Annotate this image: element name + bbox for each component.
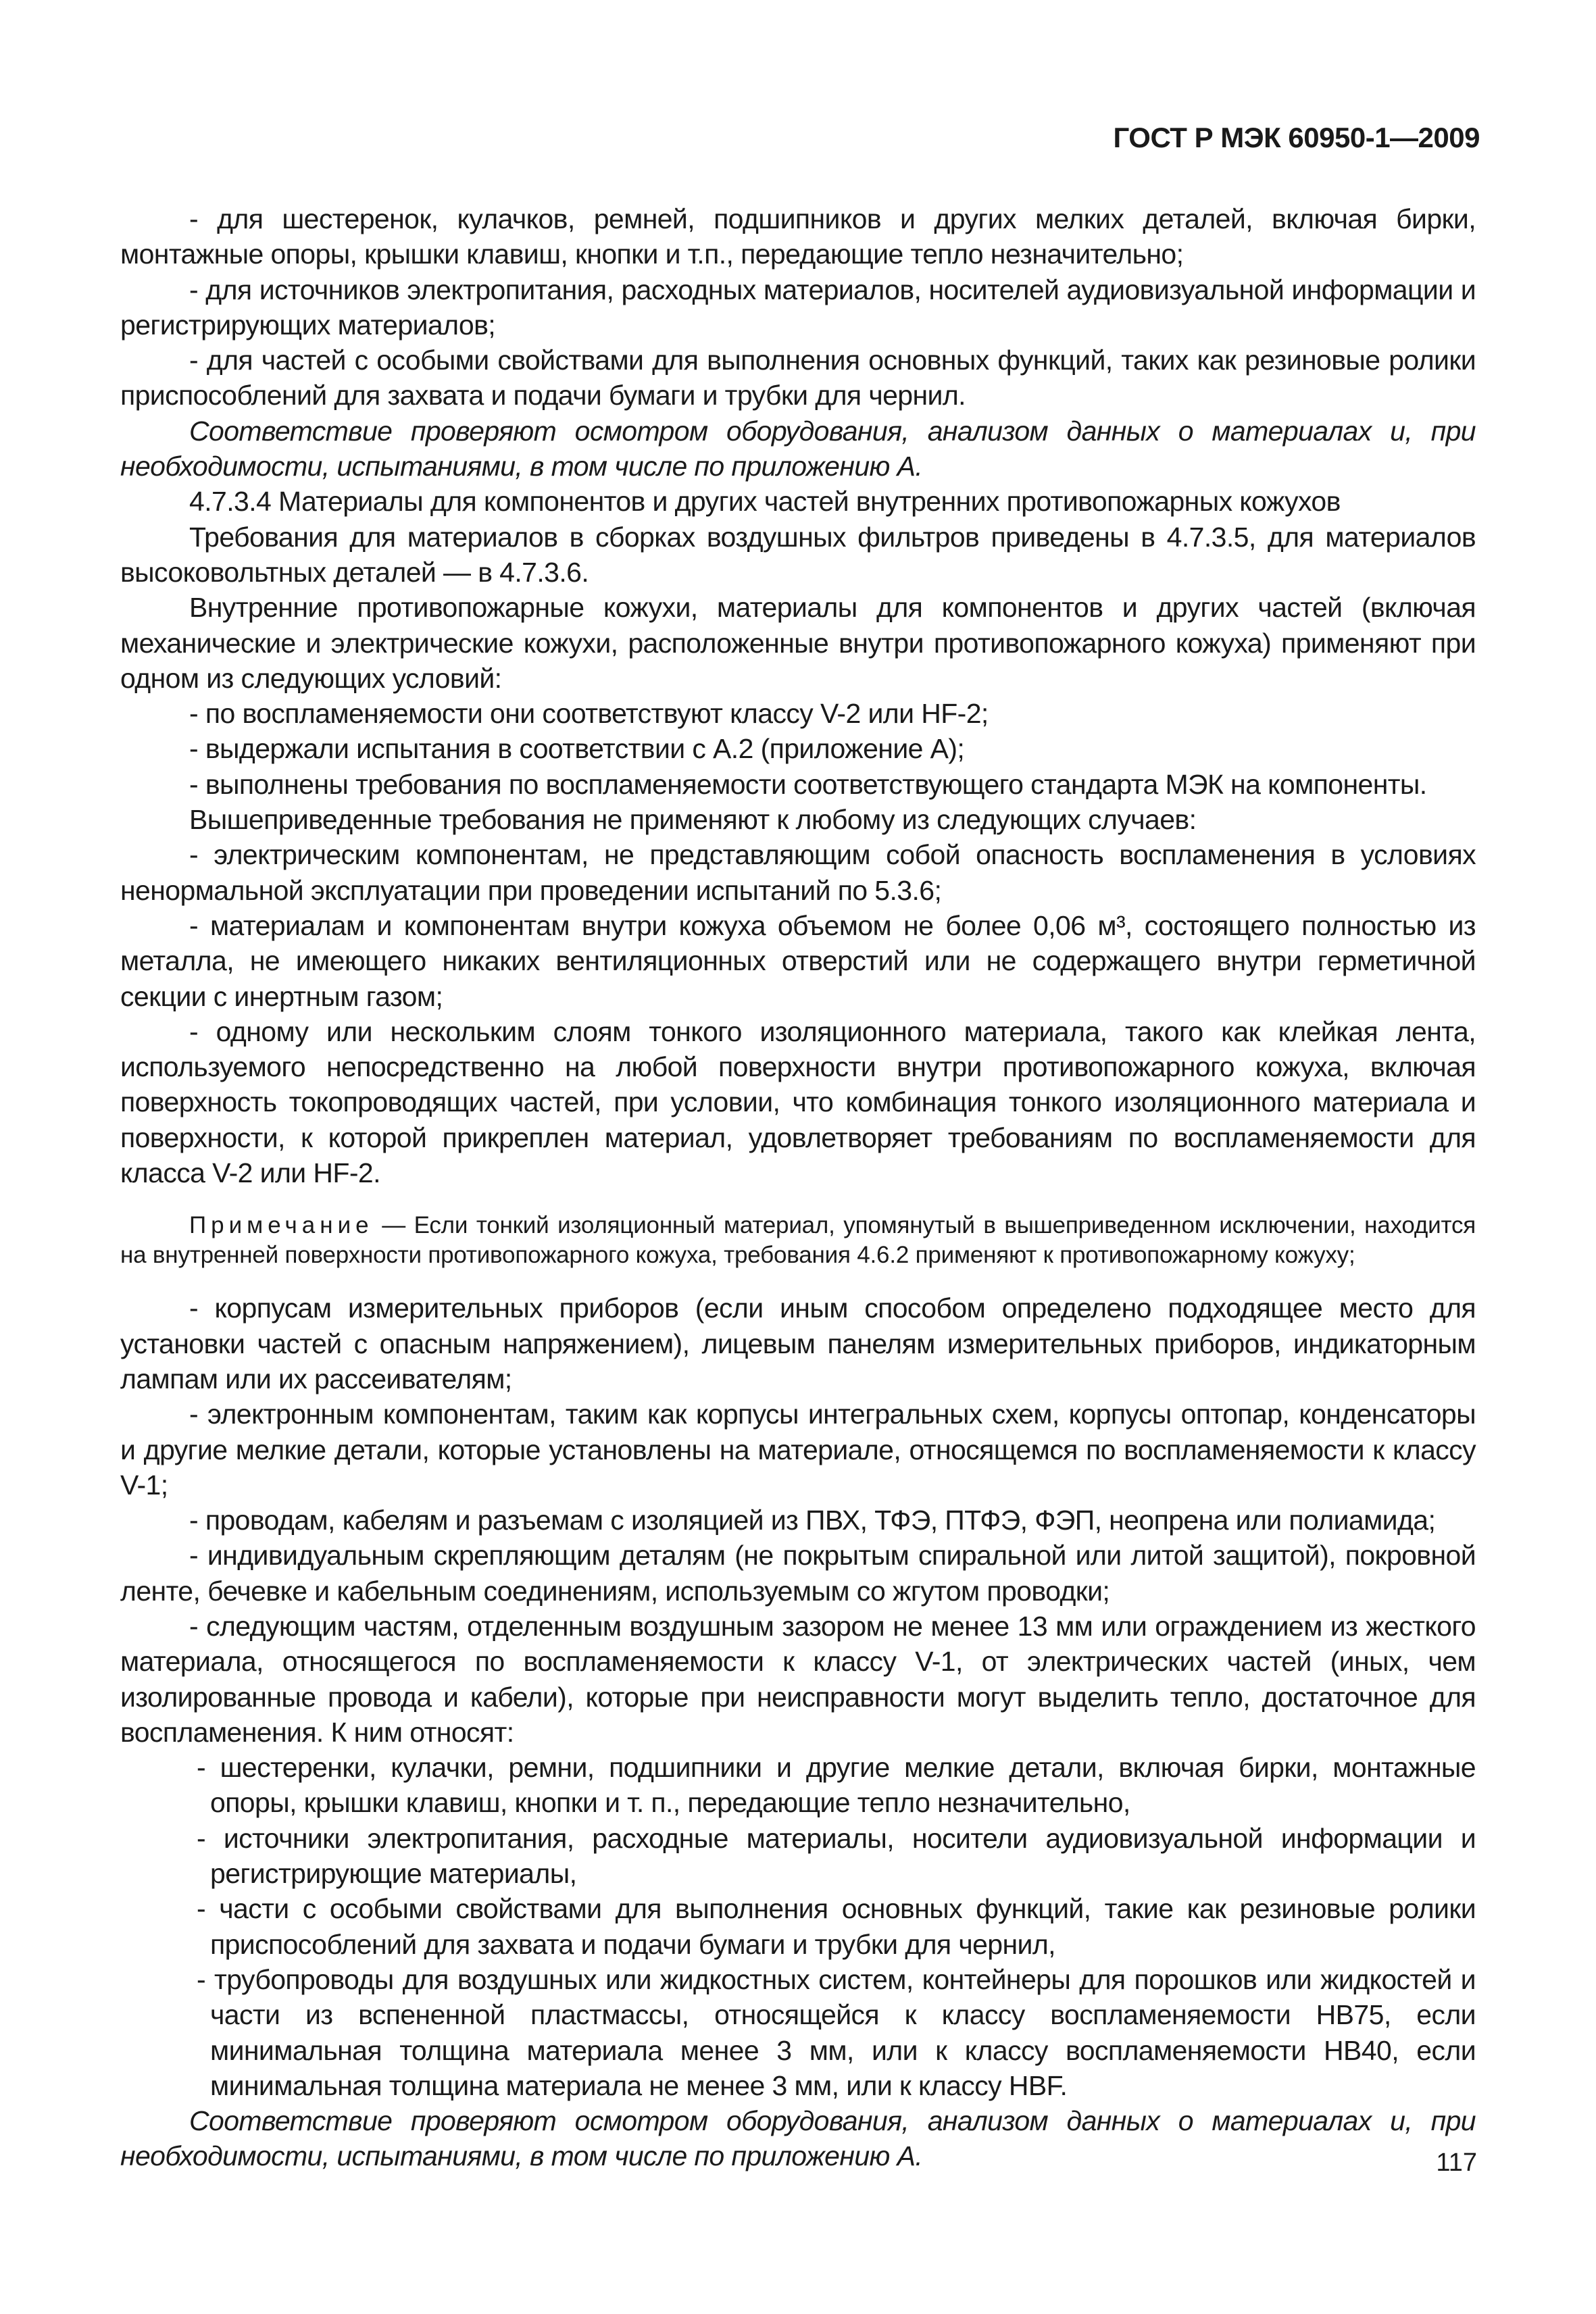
note-label: Примечание (189, 1212, 374, 1239)
list-item: - выполнены требования по воспламеняемости соответствующего стандарта МЭК на компоненты. (189, 768, 1427, 800)
note-text: — Если тонкий изоляционный материал, упомянутый в вышеприведенном исключении, находится на внутренней поверхности противопожарного кожуха, требования 4.6.2 применяют к противопожарному кожуху; (120, 1212, 1476, 1269)
list-item: - следующим частям, отделенным воздушным зазором не менее 13 мм или ограждением из жесткого материала, относящегося по воспламеняемости к классу V-1, от электрических частей (иных, чем изолированные провода и кабели), которые при неисправности могут выделить тепло, достаточное для воспламенения. К ним относят: (120, 1610, 1476, 1748)
sub-list-item: - источники электропитания, расходные материалы, носители аудиовизуальной информации и регистрирующие материалы, (197, 1822, 1476, 1890)
sub-list-item: - шестеренки, кулачки, ремни, подшипники и другие мелкие детали, включая бирки, монтажные опоры, крышки клавиш, кнопки и т. п., передающие тепло незначительно, (197, 1752, 1476, 1819)
list-item: - проводам, кабелям и разъемам с изоляцией из ПВХ, ТФЭ, ПТФЭ, ФЭП, неопрена или полиамида; (189, 1505, 1436, 1536)
list-item: - одному или нескольким слоям тонкого изоляционного материала, такого как клейкая лента, используемого непосредственно на любой поверхности внутри противопожарного кожуха, включая поверхность токопроводящих частей, при условии, что комбинация тонкого изоляционного материала и поверхности, к которой прикреплен материал, удовлетворяет требованиям по воспламеняемости для класса V-2 или HF-2. (120, 1015, 1476, 1189)
list-item: - корпусам измерительных приборов (если иным способом определено подходящее место для установки частей с опасным напряжением), лицевым панелям измерительных приборов, индикаторным лампам или их рассеивателям; (120, 1292, 1476, 1394)
paragraph: - для шестеренок, кулачков, ремней, подшипников и других мелких деталей, включая бирки, монтажные опоры, крышки клавиш, кнопки и т.п., передающие тепло незначительно; (120, 203, 1476, 270)
paragraph: - для источников электропитания, расходных материалов, носителей аудиовизуальной информации и регистрирующих материалов; (120, 274, 1476, 341)
list-item: - электронным компонентам, таким как корпусы интегральных схем, корпусы оптопар, конденсаторы и другие мелкие детали, которые установлены на материале, относящемся по воспламеняемости к классу V-1; (120, 1399, 1476, 1501)
paragraph: Требования для материалов в сборках воздушных фильтров приведены в 4.7.3.5, для материалов высоковольтных деталей — в 4.7.3.6. (120, 521, 1476, 588)
compliance-paragraph: Соответствие проверяют осмотром оборудования, анализом данных о материалах и, при необходимости, испытаниями, в том числе по приложению А. (120, 415, 1476, 482)
paragraph: - для частей с особыми свойствами для выполнения основных функций, таких как резиновые ролики приспособлений для захвата и подачи бумаги и трубки для чернил. (120, 345, 1476, 411)
paragraph: Внутренние противопожарные кожухи, материалы для компонентов и других частей (включая механические и электрические кожухи, расположенные внутри противопожарного кожуха) применяют при одном из следующих условий: (120, 592, 1476, 694)
section-heading: 4.7.3.4 Материалы для компонентов и других частей внутренних противопожарных кожухов (189, 486, 1341, 518)
paragraph: Вышеприведенные требования не применяют к любому из следующих случаев: (189, 804, 1197, 836)
compliance-paragraph: Соответствие проверяют осмотром оборудования, анализом данных о материалах и, при необходимости, испытаниями, в том числе по приложению А. (120, 2105, 1476, 2172)
list-item: - материалам и компонентам внутри кожуха объемом не более 0,06 м³, состоящего полностью из металла, не имеющего никаких вентиляционных отверстий или не содержащего внутри герметичной секции с инертным газом; (120, 909, 1476, 1012)
note (120, 1211, 1476, 1270)
list-item: - электрическим компонентам, не представляющим собой опасность воспламенения в условиях ненормальной эксплуатации при проведении испытаний по 5.3.6; (120, 839, 1476, 906)
list-item: - по воспламеняемости они соответствуют классу V-2 или HF-2; (189, 698, 989, 730)
page-number: 117 (1436, 2148, 1477, 2177)
sub-list-item: - части с особыми свойствами для выполнения основных функций, такие как резиновые ролики приспособлений для захвата и подачи бумаги и трубки для чернил, (197, 1893, 1476, 1960)
document-header: ГОСТ Р МЭК 60950-1—2009 (1113, 122, 1480, 153)
sub-list-item: - трубопроводы для воздушных или жидкостных систем, контейнеры для порошков или жидкостей и части из вспененной пластмассы, относящейся к классу воспламеняемости НВ75, если минимальная толщина материала менее 3 мм, или к классу воспламеняемости НВ40, если минимальная толщина материала не менее 3 мм, или к классу HBF. (197, 1963, 1476, 2101)
list-item: - выдержали испытания в соответствии с А.2 (приложение А); (189, 733, 965, 765)
document-body (120, 201, 1476, 2174)
list-item: - индивидуальным скрепляющим деталям (не покрытым спиральной или литой защитой), покровной ленте, бечевке и кабельным соединениям, используемым со жгутом проводки; (120, 1540, 1476, 1607)
